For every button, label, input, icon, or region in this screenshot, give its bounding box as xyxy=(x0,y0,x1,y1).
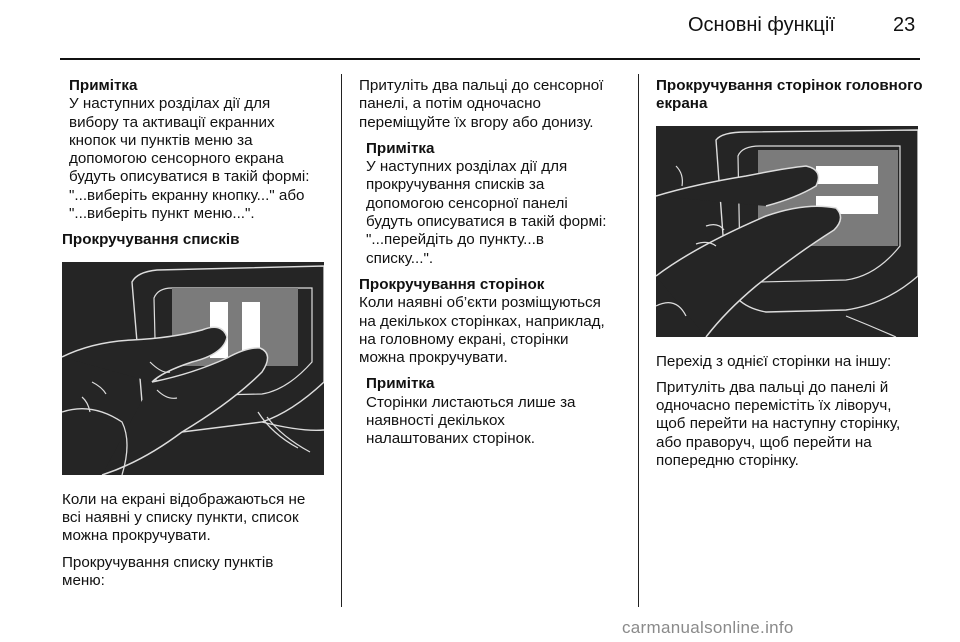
note-line: будуть описуватися в такій формі: xyxy=(69,168,310,186)
paragraph-line: попередню сторінку. xyxy=(656,452,799,470)
watermark: carmanualsonline.info xyxy=(622,618,794,637)
note-touchpad-scrolling xyxy=(359,140,631,268)
note-line: допомогою сенсорного екрана xyxy=(69,150,284,168)
paragraph-line: Перехід з однієї сторінки на іншу: xyxy=(656,352,892,370)
heading-line: екрана xyxy=(656,95,708,113)
note-list-selection xyxy=(62,77,330,223)
figure-list-scroll-gesture xyxy=(62,262,324,475)
note-line: будуть описуватися в такій формі: xyxy=(366,213,607,231)
heading-list-scrolling: Прокручування списків xyxy=(62,231,240,249)
paragraph-line: Притуліть два пальці до панелі й xyxy=(656,378,889,396)
column-1 xyxy=(62,77,330,590)
paragraph-line: можна прокручувати. xyxy=(359,349,508,367)
note-line: кнопок чи пунктів меню за xyxy=(69,131,253,149)
note-line: "...виберіть екранну кнопку..." або xyxy=(69,186,305,204)
note-title: Примітка xyxy=(366,139,435,157)
note-line: Сторінки листаються лише за xyxy=(366,393,576,411)
note-line: У наступних розділах дії для xyxy=(366,158,568,176)
paragraph-line: Коли наявні об’єкти розміщуються xyxy=(359,294,601,312)
note-line: списку...". xyxy=(366,249,434,267)
paragraph-line: на головному екрані, сторінки xyxy=(359,330,569,348)
paragraph-line: можна прокручувати. xyxy=(62,527,211,545)
note-line: вибору та активації екранних xyxy=(69,113,275,131)
note-line: прокручування списків за xyxy=(366,176,545,194)
note-title: Примітка xyxy=(366,375,435,393)
paragraph-line: Коли на екрані відображаються не xyxy=(62,490,306,508)
paragraph-line: одночасно перемістіть їх ліворуч, xyxy=(656,397,892,415)
paragraph-line: всі наявні у списку пункти, список xyxy=(62,508,299,526)
paragraph-line: меню: xyxy=(62,571,105,589)
paragraph-line: або праворуч, щоб перейти на xyxy=(656,433,872,451)
heading-line: Прокручування сторінок головного xyxy=(656,77,923,94)
note-line: "...перейдіть до пункту...в xyxy=(366,231,544,249)
column-3 xyxy=(656,77,926,470)
paragraph-line: Прокручування списку пунктів xyxy=(62,553,274,571)
heading-page-scrolling: Прокручування сторінок xyxy=(359,275,545,293)
page-number: 23 xyxy=(893,14,916,36)
paragraph-line: переміщуйте їх вгору або донизу. xyxy=(359,113,594,131)
note-line: допомогою сенсорної панелі xyxy=(366,194,568,212)
note-line: "...виберіть пункт меню...". xyxy=(69,205,255,223)
heading-home-page-scrolling xyxy=(656,77,926,114)
note-page-flipping xyxy=(359,375,631,448)
note-line: наявності декількох xyxy=(366,412,505,430)
note-line: У наступних розділах дії для xyxy=(69,95,271,113)
figure-page-swipe-gesture xyxy=(656,126,918,337)
column-divider-left xyxy=(341,74,342,607)
column-divider-right xyxy=(638,74,639,607)
column-2 xyxy=(359,77,631,449)
header-title: Основні функції xyxy=(688,14,835,36)
note-line: налаштованих сторінок. xyxy=(366,430,535,448)
paragraph-line: на декількох сторінках, наприклад, xyxy=(359,312,605,330)
header-rule xyxy=(60,58,920,60)
paragraph-line: Притуліть два пальці до сенсорної xyxy=(359,77,604,94)
note-title: Примітка xyxy=(69,77,138,94)
paragraph-line: щоб перейти на наступну сторінку, xyxy=(656,415,901,433)
paragraph-line: панелі, а потім одночасно xyxy=(359,95,541,113)
